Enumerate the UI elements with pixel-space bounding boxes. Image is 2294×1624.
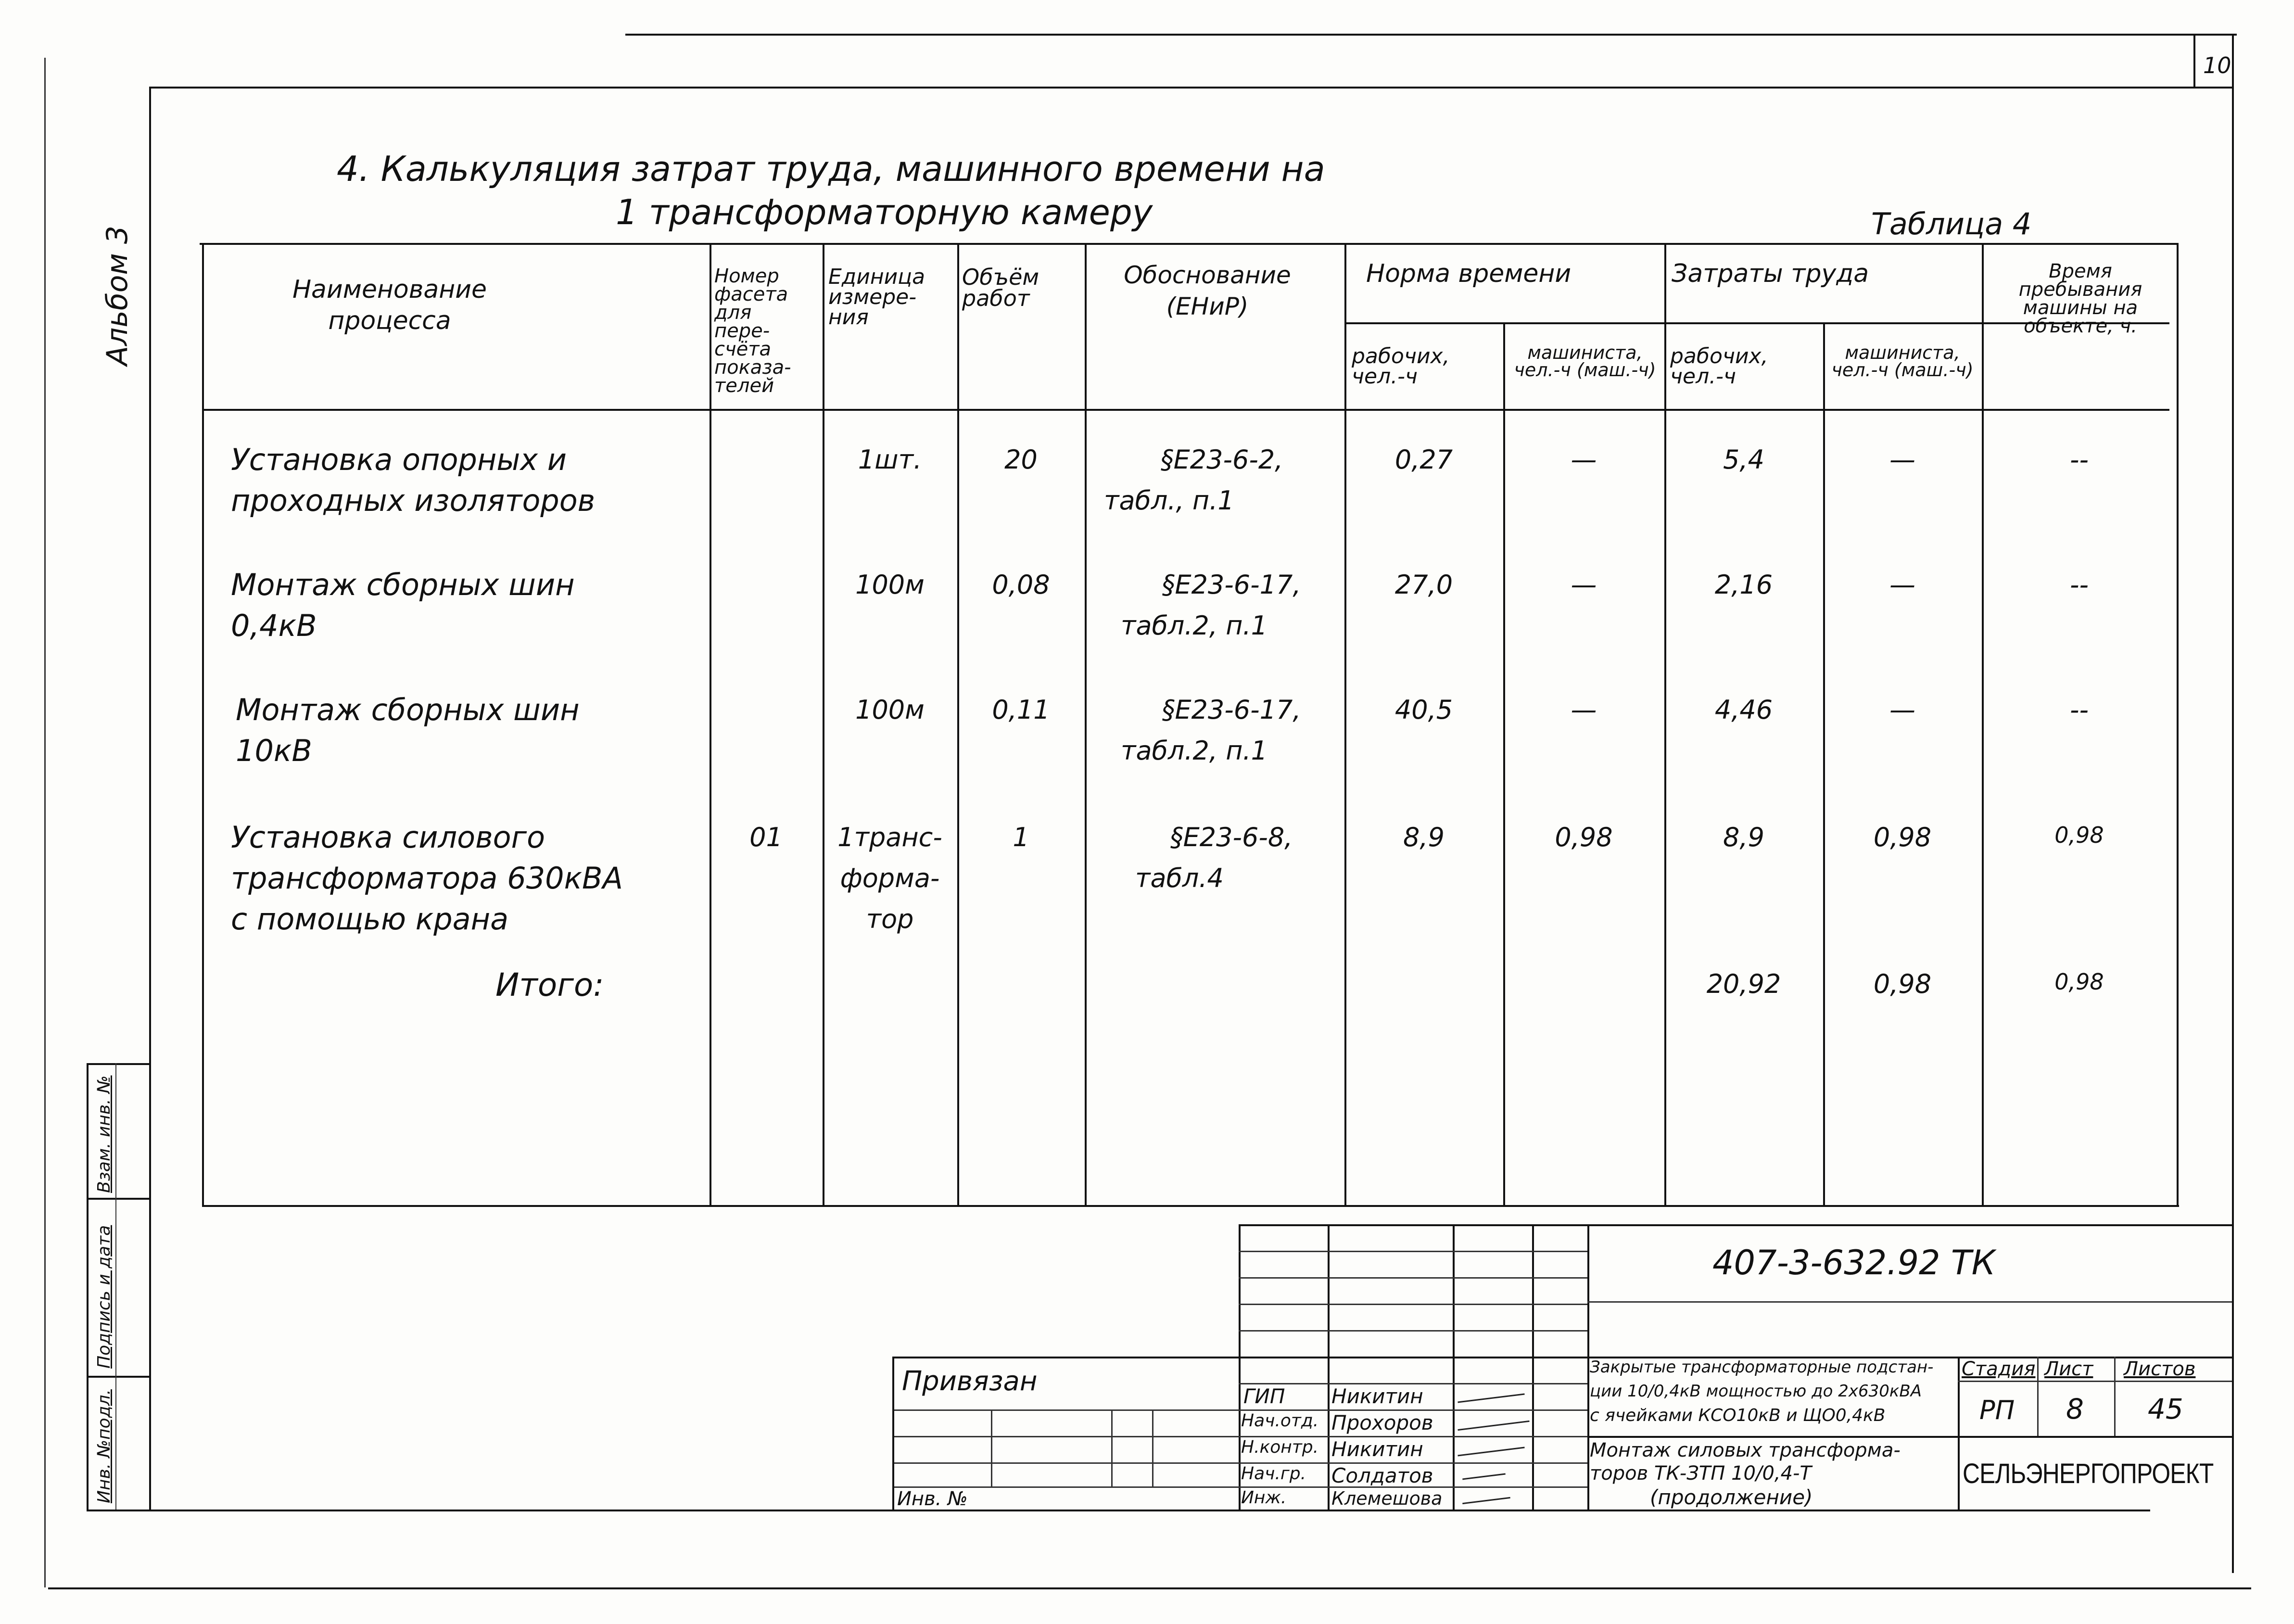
side-stamp-left xyxy=(87,1063,89,1510)
frame-top-line xyxy=(625,34,2237,36)
row-volume: 20 xyxy=(1004,444,1038,475)
row-name-line: Монтаж сборных шин xyxy=(231,567,575,602)
person-name: Никитин xyxy=(1331,1384,1423,1408)
stage-label: Стадия xyxy=(1962,1358,2036,1380)
row-unit: 100м xyxy=(855,695,925,725)
row-unit: 100м xyxy=(855,570,925,600)
row-norm-machinist: 0,98 xyxy=(1555,822,1613,852)
row-unit-line: форма- xyxy=(840,863,940,893)
tb-row-line xyxy=(892,1436,1587,1437)
description-line: ции 10/0,4кВ мощностью до 2х630кВА xyxy=(1590,1382,1922,1401)
header-labor: Затраты труда xyxy=(1672,259,1869,288)
side-stamp-inv-podl: Инв. №подл. xyxy=(94,1389,114,1503)
tb-stage-col xyxy=(2037,1357,2039,1436)
tb-row-line xyxy=(1239,1251,1587,1252)
tb-top xyxy=(1239,1224,2232,1226)
row-norm-machinist: — xyxy=(1571,695,1597,725)
sheet-title-line: (продолжение) xyxy=(1650,1485,1813,1509)
signature-mark xyxy=(1458,1446,1524,1456)
tb-col-sign-3 xyxy=(1532,1224,1534,1510)
role-label: Нач.отд. xyxy=(1241,1411,1319,1431)
header-labor-workers: рабочих, чел.-ч xyxy=(1670,344,1768,389)
col-line-8 xyxy=(1823,322,1825,1205)
row-labor-machinist: 0,98 xyxy=(1873,822,1932,852)
header-labor-machinist: машиниста, чел.-ч (маш.-ч) xyxy=(1831,342,1974,381)
col-line-7 xyxy=(1664,243,1666,1205)
row-norm-workers: 27,0 xyxy=(1394,570,1453,600)
side-stamp-div2 xyxy=(87,1376,149,1378)
header-facet: Номер фасета для пере-счёта показа-телей xyxy=(714,265,791,397)
row-name-line: с помощью крана xyxy=(231,901,509,937)
header-basis: Обоснование (ЕНиР) xyxy=(1124,261,1291,320)
col-line-5 xyxy=(1344,243,1346,1205)
col-line-4 xyxy=(1085,243,1087,1205)
row-norm-workers: 40,5 xyxy=(1394,695,1453,725)
tb-desc-right xyxy=(1958,1357,1960,1510)
signature-mark xyxy=(1458,1393,1524,1403)
total-machine-time: 0,98 xyxy=(2054,969,2104,995)
row-norm-machinist: — xyxy=(1571,444,1597,475)
tb-row-line xyxy=(892,1486,1587,1488)
row-volume: 0,08 xyxy=(992,570,1050,600)
row-volume: 0,11 xyxy=(992,695,1050,725)
row-labor-workers: 8,9 xyxy=(1723,822,1764,852)
role-label: ГИП xyxy=(1243,1384,1285,1408)
tb-privyazan-col xyxy=(1111,1409,1113,1486)
row-volume: 1 xyxy=(1013,822,1029,852)
row-name-line: трансформатора 630кВА xyxy=(231,861,623,896)
page-title-line1: 4. Калькуляция затрат труда, машинного времени на xyxy=(337,149,1325,189)
col-line-6 xyxy=(1503,322,1505,1205)
row-machine-time: -- xyxy=(2070,695,2089,725)
col-line-2 xyxy=(823,243,824,1205)
table-bottom-border xyxy=(202,1205,2179,1207)
row-name-line: 10кВ xyxy=(236,733,312,768)
tb-sheet-col xyxy=(2114,1357,2116,1436)
sheets-value: 45 xyxy=(2148,1393,2183,1425)
stage-value: РП xyxy=(1979,1395,2015,1425)
privyazan-label: Привязан xyxy=(902,1366,1038,1397)
tb-row-line xyxy=(1239,1277,1587,1279)
frame-inner-top xyxy=(149,87,2232,89)
sheet-label: Лист xyxy=(2044,1358,2093,1380)
frame-left-edge xyxy=(149,87,151,1510)
tb-desc-mid xyxy=(1587,1436,2232,1438)
side-stamp-vzam-inv: Взам. инв. № xyxy=(94,1075,114,1193)
tb-row-line xyxy=(1239,1330,1587,1332)
row-basis-line: табл., п.1 xyxy=(1104,485,1234,516)
role-label: Н.контр. xyxy=(1241,1437,1319,1457)
table-label: Таблица 4 xyxy=(1871,206,2032,241)
person-name: Солдатов xyxy=(1331,1464,1433,1487)
row-labor-workers: 2,16 xyxy=(1714,570,1773,600)
row-basis-line: §Е23-6-17, xyxy=(1162,570,1301,600)
role-label: Инж. xyxy=(1241,1488,1287,1508)
header-norm-workers: рабочих, чел.-ч xyxy=(1352,344,1450,389)
row-labor-machinist: — xyxy=(1889,444,1915,475)
tb-right-line xyxy=(1587,1301,2232,1303)
row-unit-line: тор xyxy=(866,904,914,934)
tb-stage-line xyxy=(1958,1381,2232,1382)
signature-mark xyxy=(1458,1421,1529,1431)
row-facet: 01 xyxy=(749,822,783,852)
tb-row-line xyxy=(1239,1304,1587,1305)
person-name: Клемешова xyxy=(1331,1488,1443,1509)
header-name: Наименование процесса xyxy=(292,275,487,335)
side-stamp-signature-date: Подпись и дата xyxy=(94,1225,114,1369)
frame-bottom-line xyxy=(87,1510,2150,1511)
album-label: Альбом 3 xyxy=(101,226,134,366)
side-stamp-div1 xyxy=(87,1198,149,1200)
tb-left xyxy=(1239,1224,1241,1510)
row-name-line: Установка опорных и xyxy=(231,442,567,477)
organization-name: СЕЛЬЭНЕРГОПРОЕКТ xyxy=(1963,1458,2214,1489)
sheet-title-line: торов ТК-ЗТП 10/0,4-Т xyxy=(1590,1462,1812,1484)
col-line-3 xyxy=(957,243,959,1205)
row-norm-machinist: — xyxy=(1571,570,1597,600)
row-labor-workers: 4,46 xyxy=(1714,695,1773,725)
row-norm-workers: 0,27 xyxy=(1394,444,1453,475)
sheet-value: 8 xyxy=(2066,1393,2084,1425)
col-line-0 xyxy=(202,243,204,1205)
tb-col-sign-4 xyxy=(1587,1224,1589,1510)
col-line-9 xyxy=(1982,243,1984,1205)
doc-code: 407-3-632.92 ТК xyxy=(1712,1243,1996,1282)
tb-privyazan-col xyxy=(1152,1409,1153,1486)
side-stamp-top xyxy=(87,1063,149,1065)
frame-outer-bottom xyxy=(48,1587,2251,1589)
frame-outer-left xyxy=(44,58,46,1587)
signature-mark xyxy=(1462,1497,1510,1504)
row-labor-workers: 5,4 xyxy=(1723,444,1764,475)
row-machine-time: -- xyxy=(2070,444,2089,475)
tb-privyazan-left xyxy=(892,1357,894,1510)
header-volume: Объём работ xyxy=(962,264,1039,311)
total-labor-machinist: 0,98 xyxy=(1873,969,1932,999)
person-name: Никитин xyxy=(1331,1437,1423,1461)
header-norm: Норма времени xyxy=(1366,259,1572,288)
row-name-line: Установка силового xyxy=(231,820,545,855)
page-number: 10 xyxy=(2203,52,2231,78)
header-unit: Единица измере-ния xyxy=(828,265,925,330)
tb-col-sign-2 xyxy=(1453,1224,1455,1510)
row-unit: 1шт. xyxy=(858,444,922,475)
role-label: Нач.гр. xyxy=(1241,1464,1306,1484)
row-name-line: проходных изоляторов xyxy=(231,483,596,518)
page-number-box-left xyxy=(2193,34,2195,87)
tb-privyazan-col xyxy=(991,1409,992,1486)
row-basis-line: табл.2, п.1 xyxy=(1121,736,1268,766)
person-name: Прохоров xyxy=(1331,1411,1433,1434)
side-stamp-mid xyxy=(115,1063,116,1510)
header-machine-time: Время пребывания машины на объекте, ч. xyxy=(2018,260,2142,337)
sheets-label: Листов xyxy=(2124,1358,2196,1380)
header-norm-machinist: машиниста, чел.-ч (маш.-ч) xyxy=(1514,342,1656,381)
row-labor-machinist: — xyxy=(1889,570,1915,600)
description-line: Закрытые трансформаторные подстан- xyxy=(1590,1358,1934,1377)
total-label: Итого: xyxy=(495,966,604,1003)
row-basis-line: табл.2, п.1 xyxy=(1121,610,1268,641)
col-line-10 xyxy=(2177,243,2179,1205)
table-top-border xyxy=(200,243,2177,245)
description-line: с ячейками КСО10кВ и ЩО0,4кВ xyxy=(1590,1406,1886,1425)
sheet-title-line: Монтаж силовых трансформа- xyxy=(1590,1439,1901,1461)
row-basis-line: §Е23-6-17, xyxy=(1162,695,1301,725)
row-machine-time: 0,98 xyxy=(2054,822,2104,848)
tb-row-line xyxy=(892,1462,1587,1464)
total-labor-workers: 20,92 xyxy=(1706,969,1781,999)
row-name-line: 0,4кВ xyxy=(231,608,317,643)
row-unit-line: 1транс- xyxy=(837,822,942,852)
signature-mark xyxy=(1462,1473,1506,1480)
row-norm-workers: 8,9 xyxy=(1403,822,1445,852)
frame-right-edge xyxy=(2232,34,2234,1573)
tb-row-line xyxy=(892,1409,1587,1411)
col-line-1 xyxy=(710,243,711,1205)
tb-col-sign-1 xyxy=(1328,1224,1330,1510)
page-title-line2: 1 трансформаторную камеру xyxy=(616,192,1153,232)
table-header-bottom xyxy=(202,409,2169,411)
row-basis-line: §Е23-6-8, xyxy=(1170,822,1293,852)
inv-no-label: Инв. № xyxy=(897,1488,968,1510)
row-name-line: Монтаж сборных шин xyxy=(236,692,580,727)
row-machine-time: -- xyxy=(2070,570,2089,600)
row-basis-line: §Е23-6-2, xyxy=(1160,444,1283,475)
row-labor-machinist: — xyxy=(1889,695,1915,725)
row-basis-line: табл.4 xyxy=(1135,863,1224,893)
